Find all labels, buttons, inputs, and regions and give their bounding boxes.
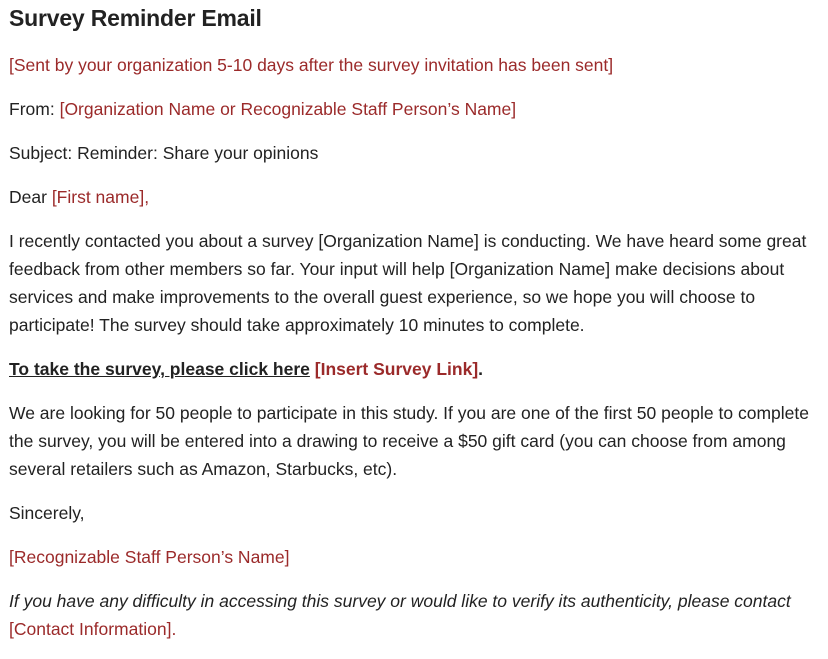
footer-note: [9, 587, 816, 643]
signoff: Sincerely,: [9, 503, 85, 523]
signature-placeholder: [Recognizable Staff Person’s Name]: [9, 547, 290, 567]
survey-link-placeholder: [Insert Survey Link]: [314, 359, 479, 379]
footer-text: If you have any difficulty in accessing this survey or would like to verify its authenticity, please contact: [9, 591, 791, 611]
email-title: Survey Reminder Email: [9, 5, 262, 31]
subject-label: Subject:: [9, 143, 73, 163]
contact-placeholder: [Contact Information].: [9, 619, 177, 639]
from-line: [9, 95, 816, 123]
first-name-placeholder: [First name],: [51, 187, 150, 207]
from-label: From:: [9, 99, 55, 119]
body-paragraph-intro: I recently contacted you about a survey [Organization Name] is conducting. We have heard some great feedback from other members so far. Your input will help [Organization Name] make decisions about services and make improvements to the overall guest experience, so we hope you will choose to participate! The survey should take approximately 10 minutes to complete.: [9, 231, 807, 335]
subject-line: [9, 139, 816, 167]
survey-link[interactable]: To take the survey, please click here: [9, 359, 310, 379]
greeting-text: Dear: [9, 187, 47, 207]
cta-period: .: [478, 359, 484, 379]
from-placeholder: [Organization Name or Recognizable Staff Person’s Name]: [59, 99, 517, 119]
greeting-line: [9, 183, 816, 211]
body-paragraph-incentive: We are looking for 50 people to participate in this study. If you are one of the first 50 people to complete the survey, you will be entered into a drawing to receive a $50 gift card (you can choose from among several retailers such as Amazon, Starbucks, etc).: [9, 403, 809, 479]
cta-line: [9, 355, 816, 383]
subject-value: Reminder: Share your opinions: [77, 143, 319, 163]
send-timing-note: [Sent by your organization 5-10 days after the survey invitation has been sent]: [9, 55, 614, 75]
